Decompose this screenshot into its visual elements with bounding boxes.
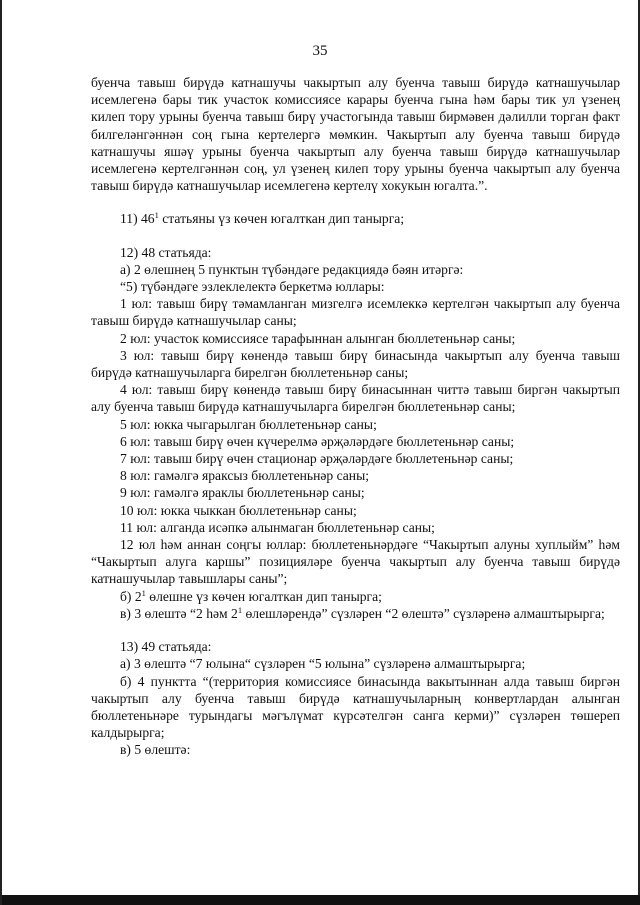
protocol-line-11: 11 юл: алганда исәпкә алынмаган бюллетеньнәр саны; [120,519,435,535]
protocol-line-9: 9 юл: гамәлгә яраклы бюллетеньнәр саны; [120,485,365,501]
page-number: 35 [312,43,328,59]
item-12-header: 12) 48 статьяда: [120,244,212,260]
item-12-a: а) 2 өлешнең 5 пунктын түбәндәге редакциядә бәян итәргә: [120,261,464,277]
paragraph-gap [91,622,620,638]
top-paragraph: буенча тавыш бирүдә катнашучы чакыртып алу буенча тавыш бирүдә катнашучылар исемлегенә бары тик участок комиссиясе карары буенча гына һәм бары тик ул үзенең килеп тору урыны буенча тавыш бирү участогында тавыш бирмәвен дәлилли торган факт билгеләнгәннән соң гына кертелергә мөмкин. Чакыртып алу буенча тавыш бирүдә катнашучы яшәү урыны буенча чакыртып алу буенча тавыш бирүдә катнашучылар исемлегенә кертелгәннән соң, ул үзенең килеп тору урыны буенча чакыртып алу буенча тавыш бирүдә катнашучылар исемлегенә кертелү хокукын югалта.”. [91,75,620,194]
protocol-line-2: 2 юл: участок комиссиясе тарафыннан алынган бюллетеньнәр саны; [120,330,516,346]
protocol-line-10: 10 юл: юкка чыккан бюллетеньнәр саны; [120,502,357,518]
protocol-line-3: 3 юл: тавыш бирү көнендә тавыш бирү бинасында чакыртып алу буенча тавыш бирүдә катнашучыларга бирелгән бюллетеньнәр саны; [91,347,620,381]
item-11: 11) $46^1$ статьяны үз көчен югалткан дип танырга; [120,210,405,227]
item-13-header: 13) 49 статьяда: [120,639,212,655]
protocol-line-1: 1 юл: тавыш бирү тәмамланган мизгелгә исемлеккә кертелгән чакыртып алу буенча тавыш бирүдә катнашучылар саны; [91,296,620,329]
paragraph-gap [91,228,620,244]
paragraph-gap [91,194,620,210]
document-body [91,74,620,759]
protocol-line-5: 5 юл: юкка чыгарылган бюллетеньнәр саны; [120,416,377,432]
item-13-b: б) 4 пунктта “(территория комиссиясе бинасында вакытыннан алда тавыш биргән чакыртып алу буенча тавыш бирүдә катнашучыларның конвертлардан алынган бюллетеньнәре турындагы мәгълүмат күрсәтелгән санга керми)” сүзләрен төшереп калдырырга; [91,673,620,741]
protocol-line-6: 6 юл: тавыш бирү өчен күчерелмә әрҗәләрдәге бюллетеньнәр саны; [120,433,515,449]
protocol-line-7: 7 юл: тавыш бирү өчен стационар әрҗәләрдәге бюллетеньнәр саны; [120,451,514,467]
item-12-v: в) 3 өлештә “2 һәм $2^1$ өлешләрендә” сүзләрен “2 өлештә” сүзләренә алмаштырырга; [120,604,605,621]
scan-border-bottom [2,895,640,905]
protocol-line-12: 12 юл һәм аннан соңгы юллар: бюллетеньнәрдәге “Чакыртып алуны хуплыйм” һәм “Чакыртып алуга каршы” позицияләре буенча чакыртып алу буенча тавыш бирүдә катнашучылар тавышлары саны”; [91,537,620,587]
item-12-b: б) $2^1$ өлешне үз көчен югалткан дип танырга; [120,587,382,604]
item-12-quote: “5) түбәндәге эзлеклелектә беркетмә юллары: [120,279,385,295]
protocol-line-8: 8 юл: гамәлгә яраксыз бюллетеньнәр саны; [120,468,369,484]
protocol-line-4: 4 юл: тавыш бирү көнендә тавыш бирү бинасыннан читтә тавыш биргән чакыртып алу буенча тавыш бирүдә катнашучыларга бирелгән бюллетеньнәр саны; [91,382,620,415]
item-13-a: а) 3 өлештә “7 юлына“ сүзләрен “5 юлына” сүзләренә алмаштырырга; [120,656,526,672]
item-13-v: в) 5 өлештә: [120,742,191,758]
